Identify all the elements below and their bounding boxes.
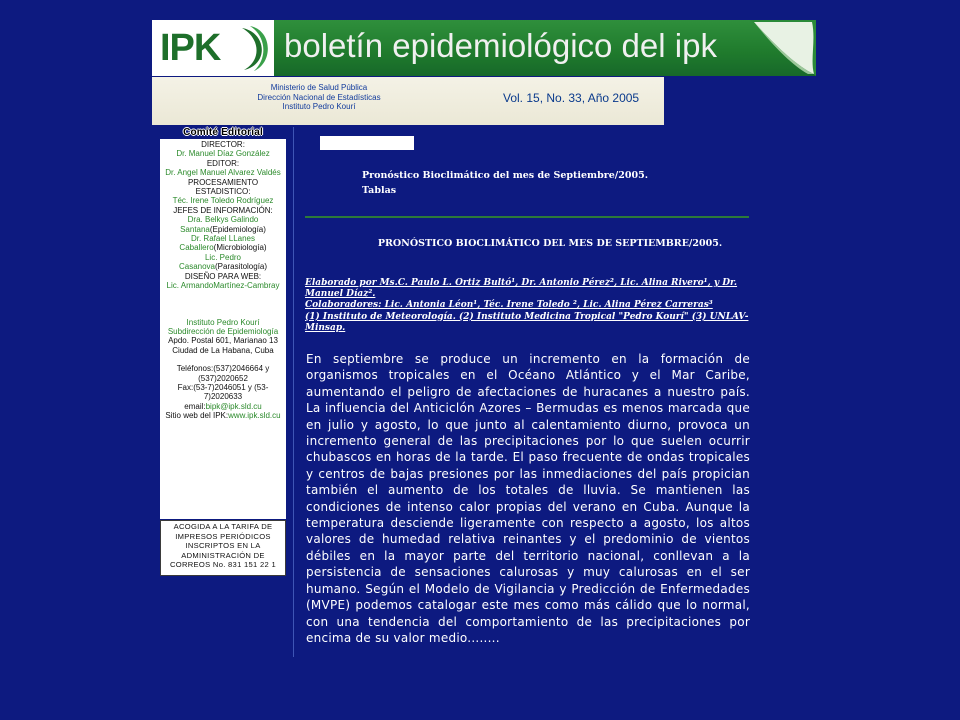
tablas-link[interactable]: Tablas: [362, 185, 397, 196]
affiliations-line: (1) Instituto de Meteorología. (2) Instituto Medicina Tropical "Pedro Kourí" (3) UNLAV-Minsap.: [305, 311, 749, 333]
credits-list: [160, 140, 286, 421]
comite-editorial-title: Comité Editorial: [183, 127, 263, 138]
jefe-role: (Microbiología): [213, 243, 267, 253]
email-label: email:: [184, 401, 206, 411]
jefe-entry: [160, 253, 286, 272]
address-line: Apdo. Postal 601, Marianao 13: [168, 336, 278, 346]
email-line: [160, 402, 286, 411]
institute-name: Instituto Pedro Kourí: [186, 317, 260, 327]
page-curl-icon: [750, 20, 816, 76]
jefe-role: (Parasitología): [215, 262, 268, 272]
credit-label: DIRECTOR:: [201, 140, 245, 149]
document-links: [362, 168, 648, 198]
section-divider: [305, 216, 749, 218]
volume-info: Vol. 15, No. 33, Año 2005: [503, 91, 640, 105]
spacer: [160, 355, 286, 364]
subdireccion-name: Subdirección de Epidemiología: [167, 326, 279, 336]
address-line: Ciudad de La Habana, Cuba: [172, 345, 274, 355]
section-title: PRONÓSTICO BIOCLIMÁTICO DEL MES DE SEPTIEMBRE/2005.: [377, 238, 723, 249]
info-strip: [152, 77, 664, 125]
credit-label: PROCESAMIENTO ESTADISTICO:: [187, 177, 259, 197]
diseno-name[interactable]: Lic. ArmandoMartínez-Cambray: [166, 281, 280, 291]
collaborators-line: Colaboradores: Lic. Antonia Léon¹, Téc. Irene Toledo ², Lic. Alina Pérez Carreras³: [305, 300, 713, 311]
web-line: [160, 411, 286, 420]
tarifa-notice: ACOGIDA A LA TARIFA DE IMPRESOS PERIÓDICOS INSCRIPTOS EN LA ADMINISTRACIÓN DE CORREOS No. 831 151 22 1: [160, 520, 286, 576]
jefe-name[interactable]: Dr. Rafael LLanes Caballero: [179, 234, 256, 253]
white-tab-bar: [320, 136, 414, 150]
credit-label: JEFES DE INFORMACIÓN:: [173, 205, 273, 215]
credit-name[interactable]: Dr. Angel Manuel Alvarez Valdés: [165, 168, 281, 178]
credit-label: EDITOR:: [206, 158, 240, 168]
ministry-line: Instituto Pedro Kourí: [282, 102, 356, 111]
ministry-line: Ministerio de Salud Pública: [270, 83, 368, 92]
email-link[interactable]: bipk@ipk.sld.cu: [205, 401, 262, 411]
web-link[interactable]: www.ipk.sld.cu: [228, 411, 281, 421]
jefe-entry: [160, 215, 286, 234]
bulletin-title: boletín epidemiológico del ipk: [284, 27, 717, 64]
jefe-entry: [160, 234, 286, 253]
authors-block: [305, 278, 753, 334]
swoosh-icon: [236, 24, 272, 72]
column-divider: [293, 127, 294, 657]
jefe-role: (Epidemiología): [209, 224, 266, 234]
ministry-block: [244, 83, 394, 112]
article-body: En septiembre se produce un incremento en la formación de organismos tropicales en el Océano Atlántico y el Mar Caribe, aumentando el peligro de afectaciones de huracanes a nuestro país. La influencia del Anticiclón Azores – Bermudas es menos marcada que en julio y agosto, lo que junto al calentamiento diurno, provoca un incremento general de las precipitaciones por lo que suelen ocurrir chubascos en horas de la tarde. El paso frecuente de ondas tropicales y centros de bajas presiones por las inmediaciones del país propician también el aumento de los totales de lluvia. Se mantienen las condiciones de intenso calor propias del verano en Cuba. Aunque la temperatura desciende ligeramente con respecto a agosto, los altos valores de humedad relativa reinantes y el predominio de vientos débiles en la mayor parte del territorio nacional, conllevan a la persistencia de sensaciones calurosas y muy calurosas en el ser humano. Según el Modelo de Vigilancia y Predicción de Enfermedades (MVPE) podemos catalogar este mes como más cálido que lo normal, con una tendencia del comportamiento de las precipitaciones por encima de su valor medio........: [306, 352, 750, 645]
jefe-name[interactable]: Lic. Pedro Casanova: [178, 252, 242, 272]
credit-name[interactable]: Téc. Irene Toledo Rodríguez: [172, 196, 274, 206]
authors-line: Elaborado por Ms.C. Paulo L. Ortiz Bultó¹, Dr. Antonio Pérez², Lic. Alina Rivero¹, y Dr. Manuel Díaz².: [305, 278, 738, 300]
diseno-label: DISEÑO PARA WEB:: [184, 271, 262, 281]
pronostico-link[interactable]: Pronóstico Bioclimático del mes de Septiembre/2005.: [362, 170, 649, 181]
spacer: [160, 291, 286, 318]
fax-line: Fax:(53-7)2046051 y (53-7)2020633: [177, 382, 269, 402]
header-banner: [152, 20, 816, 76]
phone-line: Teléfonos:(537)2046664 y (537)2020652: [176, 364, 270, 383]
jefe-name[interactable]: Dra. Belkys Galindo Santana: [180, 215, 259, 234]
web-label: Sitio web del IPK:: [165, 411, 229, 421]
ministry-line: Dirección Nacional de Estadísticas: [257, 92, 381, 102]
credit-name[interactable]: Dr. Manuel Díaz González: [176, 149, 270, 159]
ipk-logo[interactable]: [152, 20, 274, 76]
editorial-sidebar: [160, 139, 286, 519]
logo-text: IPK: [160, 27, 221, 69]
